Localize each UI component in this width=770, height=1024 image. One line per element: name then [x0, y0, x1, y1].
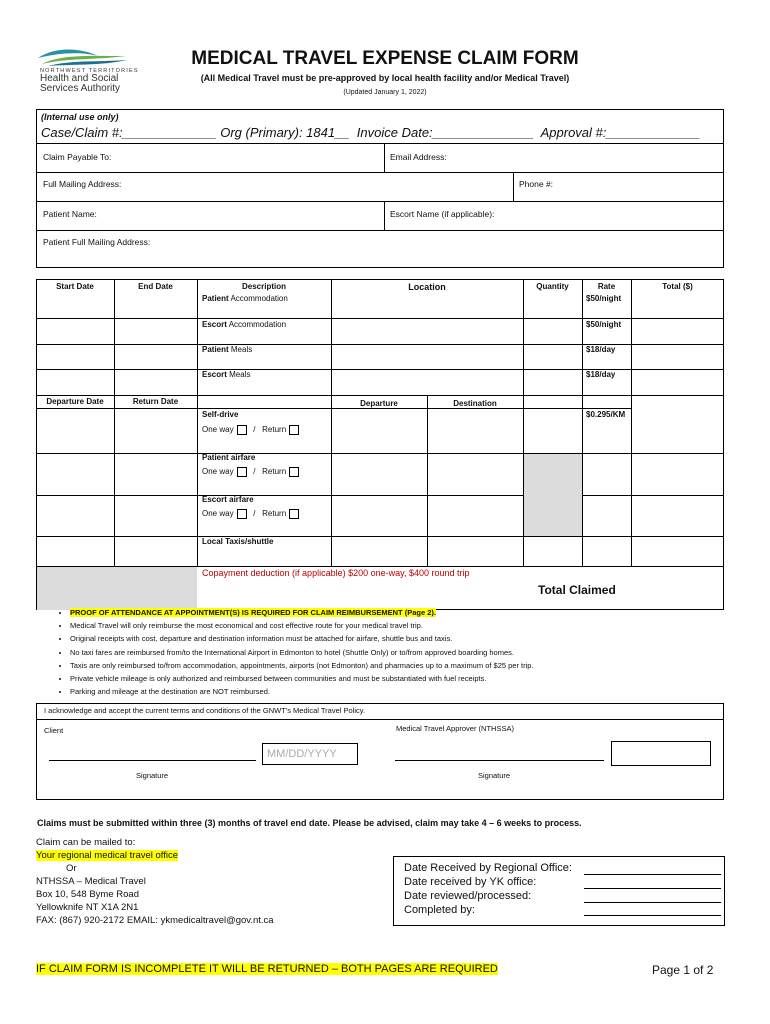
client-signature-label: Signature	[136, 771, 169, 780]
row-escort-airfare: Escort airfare	[202, 495, 254, 504]
return-checkbox[interactable]	[289, 467, 299, 477]
updated-date: (Updated January 1, 2022)	[343, 89, 427, 96]
form-subtitle: (All Medical Travel must be pre-approved by local health facility and/or Medical Travel)	[200, 73, 570, 83]
mailing-address-field[interactable]: Full Mailing Address:	[43, 179, 122, 189]
phone-field[interactable]: Phone #:	[519, 179, 554, 189]
logo-org-text: NORTHWEST TERRITORIES	[40, 68, 139, 74]
col-description: Description	[241, 282, 286, 291]
col-departure-date: Departure Date	[46, 397, 104, 406]
row-patient-meals: Patient Meals	[202, 345, 253, 354]
completed-label: Completed by:	[404, 904, 475, 916]
reviewed-label: Date reviewed/processed:	[404, 890, 532, 902]
date-field[interactable]: MM/DD/YYYY	[262, 743, 358, 765]
received-regional-line[interactable]	[584, 874, 721, 875]
one-way-checkbox[interactable]	[237, 425, 247, 435]
total-claimed-label: Total Claimed	[538, 583, 616, 597]
acknowledge-text: I acknowledge and accept the current terms and conditions of the GNWT's Medical Travel Policy.	[44, 706, 366, 715]
row-self-drive: Self-drive	[202, 410, 239, 419]
note-item: • No taxi fares are reimbursed from/to the International Airport in Edmonton to hotel (Shuttle Only) or to/from approved boarding homes.	[70, 646, 760, 659]
internal-use-fields[interactable]: Case/Claim #:_____________ Org (Primary): 1841__ Invoice Date:______________ Approval #:_____________	[41, 125, 701, 140]
return-checkbox[interactable]	[289, 425, 299, 435]
col-start-date: Start Date	[56, 282, 94, 291]
rate-patient-meals: $18/day	[586, 345, 616, 354]
client-label: Client	[44, 726, 64, 735]
completed-line[interactable]	[584, 915, 721, 916]
approver-date-field[interactable]	[611, 741, 711, 766]
patient-name-field[interactable]: Patient Name:	[43, 209, 97, 219]
row-escort-meals: Escort Meals	[202, 370, 251, 379]
rate-patient-accommodation: $50/night	[586, 294, 622, 303]
claimant-info-box	[36, 144, 724, 268]
escort-name-field[interactable]: Escort Name (if applicable):	[390, 209, 495, 219]
col-rate: Rate	[597, 282, 616, 291]
one-way-checkbox[interactable]	[237, 467, 247, 477]
approver-signature-label: Signature	[478, 771, 511, 780]
col-return-date: Return Date	[132, 397, 179, 406]
row-patient-airfare: Patient airfare	[202, 453, 256, 462]
received-yk-label: Date received by YK office:	[404, 876, 537, 888]
note-item: • Medical Travel will only reimburse the most economical and cost effective route for your medical travel trip.	[70, 619, 760, 632]
note-item: • PROOF OF ATTENDANCE AT APPOINTMENT(S) IS REQUIRED FOR CLAIM REIMBURSEMENT (Page 2).	[70, 606, 760, 619]
return-checkbox[interactable]	[289, 509, 299, 519]
patient-address-field[interactable]: Patient Full Mailing Address:	[43, 237, 151, 247]
col-location: Location	[408, 282, 446, 292]
col-quantity: Quantity	[536, 282, 569, 291]
received-regional-label: Date Received by Regional Office:	[404, 862, 572, 874]
col-end-date: End Date	[138, 282, 173, 291]
note-item: • Taxis are only reimbursed to/from accommodation, appointments, airports (not Edmonton) and pharmacies up to a maximum of $25 per trip.	[70, 659, 760, 672]
claim-payable-field[interactable]: Claim Payable To:	[43, 152, 112, 162]
row-local-taxis: Local Taxis/shuttle	[202, 537, 274, 546]
patient-airfare-trip-options: One way / Return	[202, 467, 299, 477]
col-total: Total ($)	[662, 282, 693, 291]
logo-name-text: Health and Social Services Authority	[40, 73, 121, 94]
received-yk-line[interactable]	[584, 888, 721, 889]
rate-self-drive: $0.295/KM	[586, 410, 626, 419]
submission-deadline: Claims must be submitted within three (3) months of travel end date. Please be advised, claim may take 4 – 6 weeks to process.	[37, 818, 582, 828]
incomplete-warning: IF CLAIM FORM IS INCOMPLETE IT WILL BE RETURNED – BOTH PAGES ARE REQUIRED	[36, 963, 498, 975]
escort-airfare-trip-options: One way / Return	[202, 509, 299, 519]
approver-label: Medical Travel Approver (NTHSSA)	[396, 724, 514, 733]
note-item: • Parking and mileage at the destination are NOT reimbursed.	[70, 685, 760, 698]
form-title: MEDICAL TRAVEL EXPENSE CLAIM FORM	[191, 48, 579, 69]
one-way-checkbox[interactable]	[237, 509, 247, 519]
reviewed-line[interactable]	[584, 902, 721, 903]
internal-use-label: (Internal use only)	[41, 112, 119, 122]
mailing-instructions: Claim can be mailed to: Your regional medical travel office Or NTHSSA – Medical Travel Box 10, 548 Byme Road Yellowknife NT X1A 2N1 FAX: (867) 920-2172 EMAIL: ykmedicaltravel@gov.nt.ca	[36, 837, 274, 926]
page-number: Page 1 of 2	[652, 963, 714, 977]
note-item: • Private vehicle mileage is only authorized and reimbursed between communities and must be substantiated with fuel receipts.	[70, 672, 760, 685]
row-patient-accommodation: Patient Accommodation	[202, 294, 288, 303]
col-departure: Departure	[360, 399, 398, 408]
notes-list	[36, 606, 760, 698]
row-escort-accommodation: Escort Accommodation	[202, 320, 287, 329]
self-drive-trip-options: One way / Return	[202, 425, 299, 435]
rate-escort-meals: $18/day	[586, 370, 616, 379]
email-field[interactable]: Email Address:	[390, 152, 447, 162]
rate-escort-accommodation: $50/night	[586, 320, 622, 329]
col-destination: Destination	[453, 399, 497, 408]
copay-deduction: Copayment deduction (if applicable) $200 one-way, $400 round trip	[202, 568, 470, 578]
note-item: • Original receipts with cost, departure and destination information must be attached for airfare, shuttle bus and taxis.	[70, 632, 760, 645]
